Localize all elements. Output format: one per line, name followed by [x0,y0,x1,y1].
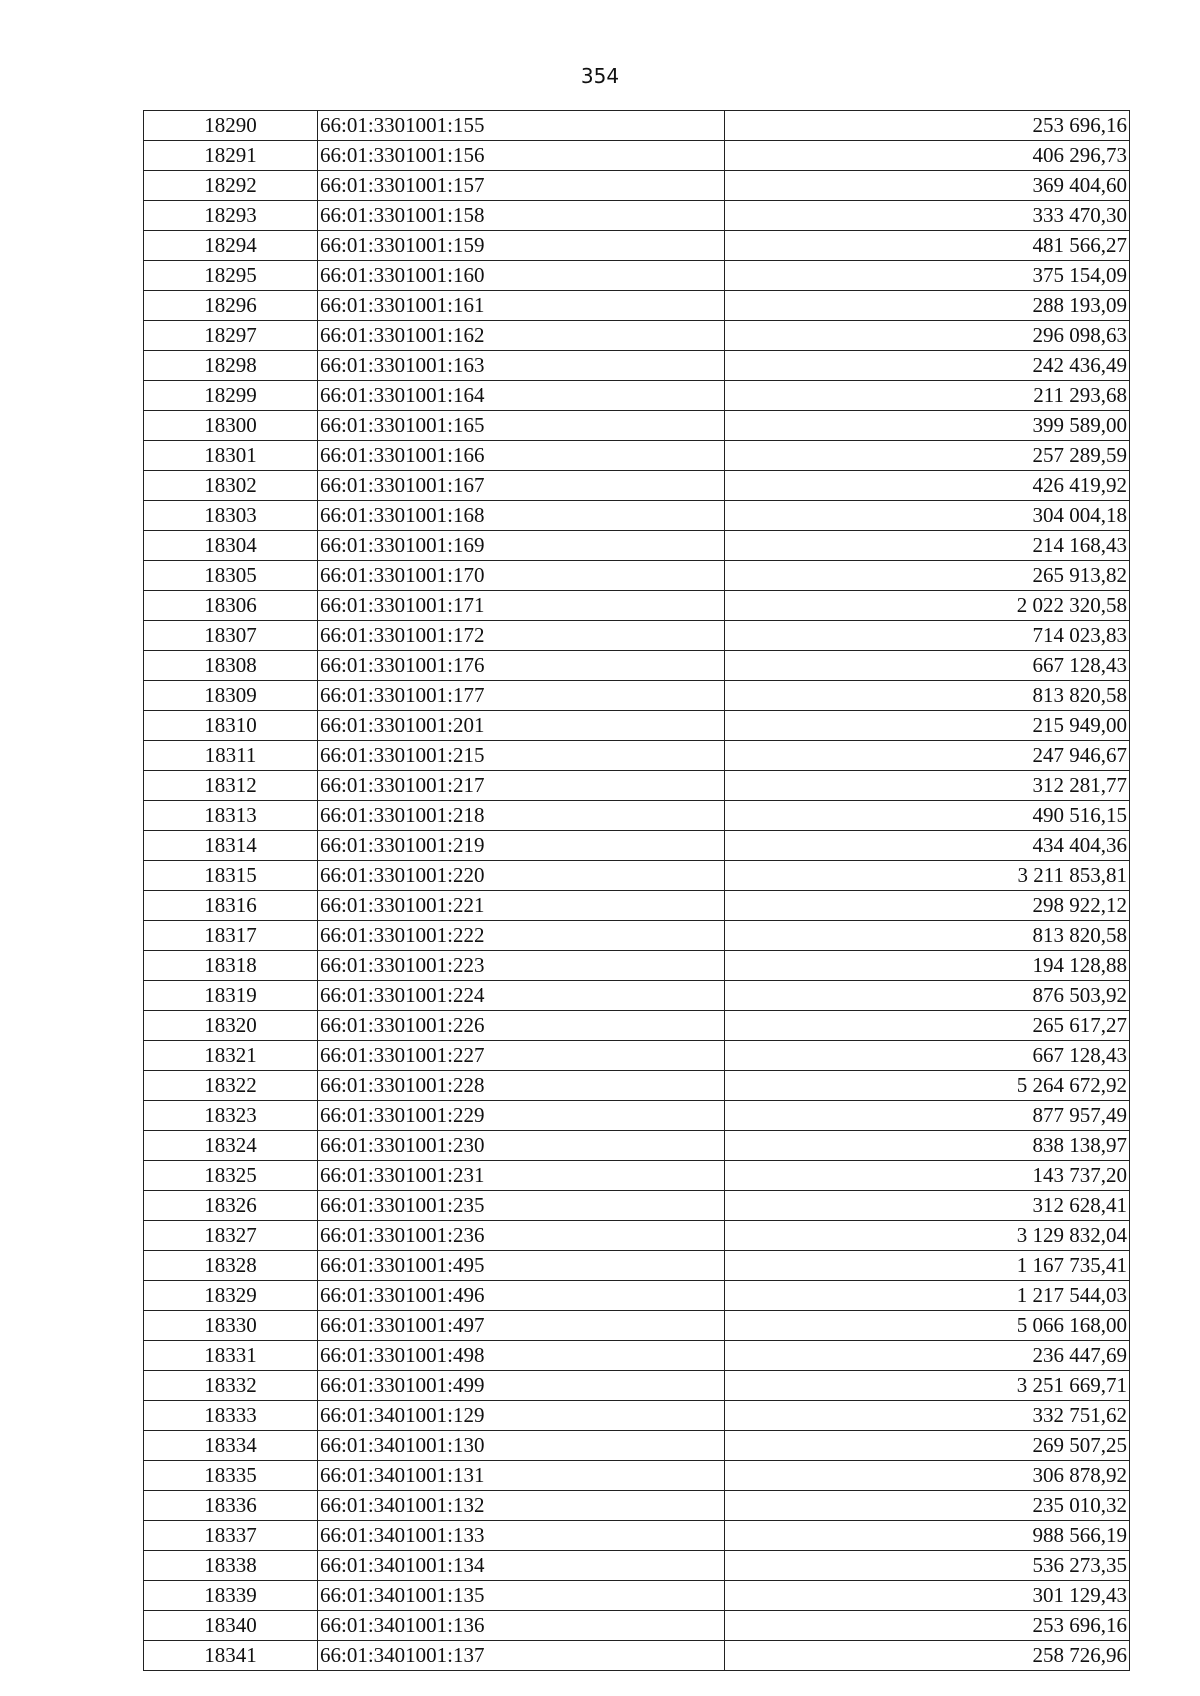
table-body [144,111,1130,1671]
cadastral-number-cell: 66:01:3401001:137 [318,1641,725,1671]
cadastral-value-cell: 301 129,43 [725,1581,1130,1611]
cadastral-value-cell: 667 128,43 [725,1041,1130,1071]
cadastral-number-cell: 66:01:3301001:235 [318,1191,725,1221]
table-row [144,981,1130,1011]
cadastral-value-cell: 426 419,92 [725,471,1130,501]
cadastral-number-cell: 66:01:3401001:133 [318,1521,725,1551]
table-row [144,1551,1130,1581]
cadastral-number-cell: 66:01:3301001:176 [318,651,725,681]
table-row [144,621,1130,651]
cadastral-number-cell: 66:01:3301001:236 [318,1221,725,1251]
cadastral-value-cell: 3 251 669,71 [725,1371,1130,1401]
cadastral-number-cell: 66:01:3301001:201 [318,711,725,741]
table-row [144,1311,1130,1341]
row-number-cell: 18317 [144,921,318,951]
table-row [144,1281,1130,1311]
cadastral-number-cell: 66:01:3301001:498 [318,1341,725,1371]
table-row [144,1041,1130,1071]
cadastral-value-cell: 5 066 168,00 [725,1311,1130,1341]
cadastral-number-cell: 66:01:3301001:496 [318,1281,725,1311]
row-number-cell: 18327 [144,1221,318,1251]
cadastral-value-cell: 406 296,73 [725,141,1130,171]
table-row [144,201,1130,231]
cadastral-number-cell: 66:01:3301001:229 [318,1101,725,1131]
row-number-cell: 18305 [144,561,318,591]
cadastral-value-cell: 265 617,27 [725,1011,1130,1041]
cadastral-number-cell: 66:01:3301001:228 [318,1071,725,1101]
table-row [144,891,1130,921]
row-number-cell: 18337 [144,1521,318,1551]
cadastral-value-cell: 269 507,25 [725,1431,1130,1461]
row-number-cell: 18329 [144,1281,318,1311]
table-row [144,711,1130,741]
cadastral-value-cell: 434 404,36 [725,831,1130,861]
cadastral-value-cell: 667 128,43 [725,651,1130,681]
cadastral-value-cell: 312 281,77 [725,771,1130,801]
row-number-cell: 18306 [144,591,318,621]
table-row [144,1071,1130,1101]
table-row [144,1491,1130,1521]
cadastral-value-cell: 3 211 853,81 [725,861,1130,891]
row-number-cell: 18314 [144,831,318,861]
cadastral-value-cell: 838 138,97 [725,1131,1130,1161]
table-row [144,651,1130,681]
cadastral-number-cell: 66:01:3301001:165 [318,411,725,441]
cadastral-value-cell: 242 436,49 [725,351,1130,381]
cadastral-value-cell: 3 129 832,04 [725,1221,1130,1251]
row-number-cell: 18330 [144,1311,318,1341]
table-row [144,1431,1130,1461]
cadastral-value-cell: 714 023,83 [725,621,1130,651]
row-number-cell: 18336 [144,1491,318,1521]
table-row [144,1461,1130,1491]
cadastral-value-cell: 988 566,19 [725,1521,1130,1551]
cadastral-number-cell: 66:01:3301001:495 [318,1251,725,1281]
row-number-cell: 18323 [144,1101,318,1131]
row-number-cell: 18304 [144,531,318,561]
row-number-cell: 18340 [144,1611,318,1641]
table-row [144,591,1130,621]
cadastral-value-cell: 399 589,00 [725,411,1130,441]
row-number-cell: 18294 [144,231,318,261]
cadastral-value-cell: 375 154,09 [725,261,1130,291]
row-number-cell: 18290 [144,111,318,141]
row-number-cell: 18310 [144,711,318,741]
row-number-cell: 18291 [144,141,318,171]
table-row [144,1221,1130,1251]
cadastral-value-cell: 258 726,96 [725,1641,1130,1671]
cadastral-value-cell: 214 168,43 [725,531,1130,561]
cadastral-value-cell: 215 949,00 [725,711,1130,741]
cadastral-number-cell: 66:01:3301001:221 [318,891,725,921]
cadastral-value-cell: 332 751,62 [725,1401,1130,1431]
cadastral-number-cell: 66:01:3301001:167 [318,471,725,501]
table-row [144,921,1130,951]
row-number-cell: 18333 [144,1401,318,1431]
cadastral-value-cell: 813 820,58 [725,921,1130,951]
row-number-cell: 18332 [144,1371,318,1401]
table-row [144,141,1130,171]
cadastral-number-cell: 66:01:3301001:163 [318,351,725,381]
table-row [144,291,1130,321]
cadastral-number-cell: 66:01:3301001:155 [318,111,725,141]
row-number-cell: 18313 [144,801,318,831]
cadastral-number-cell: 66:01:3301001:230 [318,1131,725,1161]
table-row [144,831,1130,861]
cadastral-number-cell: 66:01:3301001:157 [318,171,725,201]
cadastral-number-cell: 66:01:3401001:136 [318,1611,725,1641]
row-number-cell: 18338 [144,1551,318,1581]
row-number-cell: 18299 [144,381,318,411]
cadastral-value-cell: 235 010,32 [725,1491,1130,1521]
cadastral-value-cell: 877 957,49 [725,1101,1130,1131]
table-row [144,1341,1130,1371]
cadastral-value-cell: 211 293,68 [725,381,1130,411]
cadastral-value-cell: 369 404,60 [725,171,1130,201]
table-row [144,1011,1130,1041]
cadastral-value-cell: 257 289,59 [725,441,1130,471]
cadastral-value-cell: 247 946,67 [725,741,1130,771]
cadastral-number-cell: 66:01:3301001:160 [318,261,725,291]
row-number-cell: 18300 [144,411,318,441]
row-number-cell: 18307 [144,621,318,651]
table-row [144,561,1130,591]
cadastral-number-cell: 66:01:3301001:499 [318,1371,725,1401]
row-number-cell: 18315 [144,861,318,891]
row-number-cell: 18335 [144,1461,318,1491]
cadastral-value-cell: 312 628,41 [725,1191,1130,1221]
table-row [144,531,1130,561]
row-number-cell: 18303 [144,501,318,531]
cadastral-value-cell: 306 878,92 [725,1461,1130,1491]
cadastral-number-cell: 66:01:3301001:172 [318,621,725,651]
table-row [144,951,1130,981]
row-number-cell: 18297 [144,321,318,351]
cadastral-number-cell: 66:01:3301001:224 [318,981,725,1011]
table-row [144,1401,1130,1431]
cadastral-number-cell: 66:01:3301001:159 [318,231,725,261]
row-number-cell: 18292 [144,171,318,201]
table-row [144,1521,1130,1551]
row-number-cell: 18328 [144,1251,318,1281]
cadastral-number-cell: 66:01:3401001:132 [318,1491,725,1521]
cadastral-number-cell: 66:01:3301001:162 [318,321,725,351]
table-row [144,171,1130,201]
cadastral-number-cell: 66:01:3301001:217 [318,771,725,801]
cadastral-number-cell: 66:01:3301001:219 [318,831,725,861]
row-number-cell: 18322 [144,1071,318,1101]
cadastral-value-cell: 1 217 544,03 [725,1281,1130,1311]
cadastral-value-cell: 253 696,16 [725,1611,1130,1641]
cadastral-value-cell: 296 098,63 [725,321,1130,351]
cadastral-number-cell: 66:01:3301001:161 [318,291,725,321]
table-row [144,801,1130,831]
cadastral-value-cell: 813 820,58 [725,681,1130,711]
table-row [144,351,1130,381]
row-number-cell: 18295 [144,261,318,291]
cadastral-number-cell: 66:01:3301001:215 [318,741,725,771]
cadastral-number-cell: 66:01:3301001:177 [318,681,725,711]
row-number-cell: 18321 [144,1041,318,1071]
table-row [144,501,1130,531]
cadastral-value-cell: 298 922,12 [725,891,1130,921]
table-row [144,441,1130,471]
cadastral-value-cell: 481 566,27 [725,231,1130,261]
cadastral-number-cell: 66:01:3301001:166 [318,441,725,471]
cadastral-value-cell: 143 737,20 [725,1161,1130,1191]
row-number-cell: 18308 [144,651,318,681]
row-number-cell: 18296 [144,291,318,321]
page-number: 354 [580,64,620,88]
row-number-cell: 18309 [144,681,318,711]
row-number-cell: 18312 [144,771,318,801]
cadastral-number-cell: 66:01:3301001:223 [318,951,725,981]
row-number-cell: 18341 [144,1641,318,1671]
cadastral-number-cell: 66:01:3301001:164 [318,381,725,411]
cadastral-number-cell: 66:01:3301001:170 [318,561,725,591]
table-row [144,861,1130,891]
cadastral-number-cell: 66:01:3301001:171 [318,591,725,621]
cadastral-number-cell: 66:01:3401001:135 [318,1581,725,1611]
row-number-cell: 18318 [144,951,318,981]
cadastral-value-cell: 2 022 320,58 [725,591,1130,621]
cadastral-number-cell: 66:01:3301001:169 [318,531,725,561]
row-number-cell: 18311 [144,741,318,771]
row-number-cell: 18293 [144,201,318,231]
cadastral-number-cell: 66:01:3401001:129 [318,1401,725,1431]
row-number-cell: 18331 [144,1341,318,1371]
cadastral-value-cell: 253 696,16 [725,111,1130,141]
table-row [144,1641,1130,1671]
cadastral-number-cell: 66:01:3301001:156 [318,141,725,171]
cadastral-value-cell: 333 470,30 [725,201,1130,231]
table-row [144,231,1130,261]
table-row [144,261,1130,291]
row-number-cell: 18324 [144,1131,318,1161]
cadastral-value-cell: 5 264 672,92 [725,1071,1130,1101]
cadastral-number-cell: 66:01:3301001:220 [318,861,725,891]
table-row [144,321,1130,351]
table-row [144,681,1130,711]
table-row [144,471,1130,501]
table-row [144,411,1130,441]
row-number-cell: 18319 [144,981,318,1011]
row-number-cell: 18334 [144,1431,318,1461]
row-number-cell: 18320 [144,1011,318,1041]
row-number-cell: 18298 [144,351,318,381]
table-row [144,1131,1130,1161]
cadastral-value-cell: 288 193,09 [725,291,1130,321]
row-number-cell: 18339 [144,1581,318,1611]
cadastral-value-cell: 536 273,35 [725,1551,1130,1581]
cadastral-number-cell: 66:01:3301001:231 [318,1161,725,1191]
cadastral-number-cell: 66:01:3301001:226 [318,1011,725,1041]
cadastral-value-cell: 490 516,15 [725,801,1130,831]
table-row [144,381,1130,411]
row-number-cell: 18302 [144,471,318,501]
table-row [144,1251,1130,1281]
cadastral-number-cell: 66:01:3401001:131 [318,1461,725,1491]
table-row [144,111,1130,141]
cadastral-value-cell: 236 447,69 [725,1341,1130,1371]
cadastral-value-cell: 194 128,88 [725,951,1130,981]
table-row [144,1191,1130,1221]
cadastral-value-table [143,110,1130,1671]
cadastral-number-cell: 66:01:3401001:130 [318,1431,725,1461]
cadastral-value-cell: 304 004,18 [725,501,1130,531]
table-row [144,1371,1130,1401]
table-row [144,741,1130,771]
cadastral-number-cell: 66:01:3301001:168 [318,501,725,531]
row-number-cell: 18316 [144,891,318,921]
cadastral-number-cell: 66:01:3401001:134 [318,1551,725,1581]
row-number-cell: 18326 [144,1191,318,1221]
cadastral-value-cell: 265 913,82 [725,561,1130,591]
row-number-cell: 18325 [144,1161,318,1191]
cadastral-number-cell: 66:01:3301001:227 [318,1041,725,1071]
cadastral-number-cell: 66:01:3301001:158 [318,201,725,231]
cadastral-value-cell: 876 503,92 [725,981,1130,1011]
cadastral-number-cell: 66:01:3301001:218 [318,801,725,831]
table-row [144,1161,1130,1191]
cadastral-number-cell: 66:01:3301001:497 [318,1311,725,1341]
table-row [144,771,1130,801]
cadastral-number-cell: 66:01:3301001:222 [318,921,725,951]
table-row [144,1581,1130,1611]
row-number-cell: 18301 [144,441,318,471]
table-row [144,1611,1130,1641]
cadastral-value-cell: 1 167 735,41 [725,1251,1130,1281]
table-row [144,1101,1130,1131]
